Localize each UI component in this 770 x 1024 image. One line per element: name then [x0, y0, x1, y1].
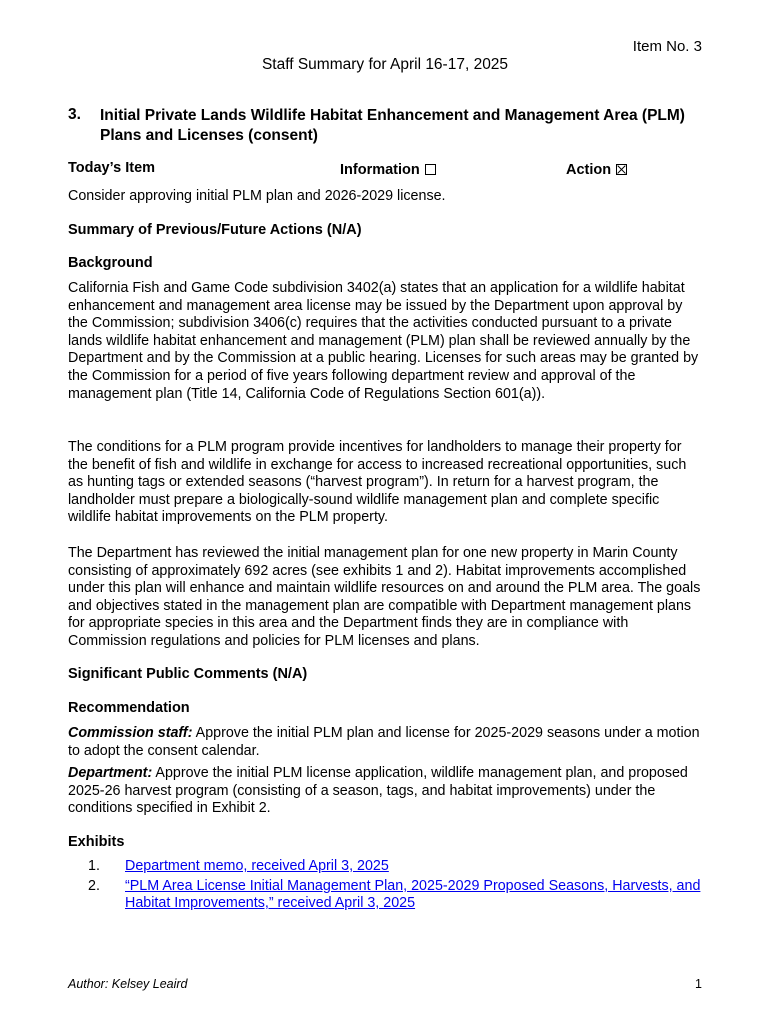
- exhibit-item-2: [88, 878, 708, 913]
- background-paragraph-1: California Fish and Game Code subdivision 3402(a) states that an application for a wildlife habitat enhancement and management area license may be issued by the Department upon approval by the Commission; subdivision 3406(c) requires that the activities conducted pursuant to a private lands wildlife habitat enhancement and management (PLM) plan shall be reviewed annually by the Department and by the Commission at a public hearing. Licenses for such areas may be granted by the Commission for a period of five years following department review and approval of the management plan (Title 14, California Code of Regulations Section 601(a)).: [68, 280, 699, 402]
- department-label: Department:: [68, 765, 153, 781]
- exhibits-list: [88, 858, 708, 915]
- footer-author: Author: Kelsey Leaird: [68, 977, 188, 991]
- information-label: Information: [340, 162, 420, 178]
- section-number: 3.: [68, 106, 81, 123]
- item-number: Item No. 3: [632, 38, 702, 55]
- exhibit-link-2[interactable]: “PLM Area License Initial Management Plan, 2025-2029 Proposed Seasons, Harvests, and Habitat Improvements,” received April 3, 2025: [125, 877, 701, 912]
- exhibit-item-1: [88, 858, 708, 876]
- summary-previous-heading: Summary of Previous/Future Actions (N/A): [68, 222, 362, 238]
- staff-text: Approve the initial PLM plan and license for 2025-2029 seasons under a motion to adopt the consent calendar.: [68, 725, 700, 759]
- action-checked-box-icon: [616, 164, 627, 175]
- public-comments-heading: Significant Public Comments (N/A): [68, 666, 308, 682]
- todays-item-description: Consider approving initial PLM plan and 2026-2029 license.: [68, 188, 446, 204]
- information-checkbox-icon: [425, 164, 436, 175]
- todays-item-label: Today’s Item: [68, 160, 156, 176]
- exhibit-number: 1.: [88, 858, 100, 874]
- recommendation-staff: [68, 725, 702, 760]
- background-paragraph-2: The conditions for a PLM program provide incentives for landholders to manage their property for the benefit of fish and wildlife in exchange for access to increased recreational opportunities, such as hunting tags or extended seasons (“harvest program”). In return for a harvest program, the landholder must prepare a biologically-sound wildlife management plan and complete specific wildlife habitat improvements on the PLM property.: [68, 439, 687, 526]
- summary-title: Staff Summary for April 16-17, 2025: [261, 56, 509, 73]
- background-heading: Background: [68, 255, 153, 271]
- department-text: Approve the initial PLM license application, wildlife management plan, and proposed 2025-26 harvest program (consisting of a season, tags, and habitat improvements) under the conditions specified in Exhibit 2.: [68, 765, 688, 817]
- section-title: Initial Private Lands Wildlife Habitat Enhancement and Management Area (PLM) Plans and Licenses (consent): [100, 107, 685, 144]
- exhibits-heading: Exhibits: [68, 834, 125, 850]
- staff-label: Commission staff:: [68, 725, 193, 741]
- recommendation-department: [68, 765, 702, 818]
- action-option: [566, 162, 627, 178]
- action-label: Action: [566, 162, 612, 178]
- background-paragraph-3: The Department has reviewed the initial management plan for one new property in Marin County consisting of approximately 692 acres (see exhibits 1 and 2). Habitat improvements accomplished under this plan will enhance and maintain wildlife resources on and around the PLM area. The goals and objectives stated in the management plan are compatible with Department management plans for appropriate species in this area and the Department finds they are in compliance with Commission regulations and policies for PLM licenses and plans.: [68, 545, 701, 649]
- exhibit-number: 2.: [88, 877, 100, 894]
- recommendation-heading: Recommendation: [68, 700, 190, 716]
- information-option: [340, 162, 436, 178]
- page-number: 1: [695, 977, 702, 991]
- exhibit-link-1[interactable]: Department memo, received April 3, 2025: [125, 858, 389, 874]
